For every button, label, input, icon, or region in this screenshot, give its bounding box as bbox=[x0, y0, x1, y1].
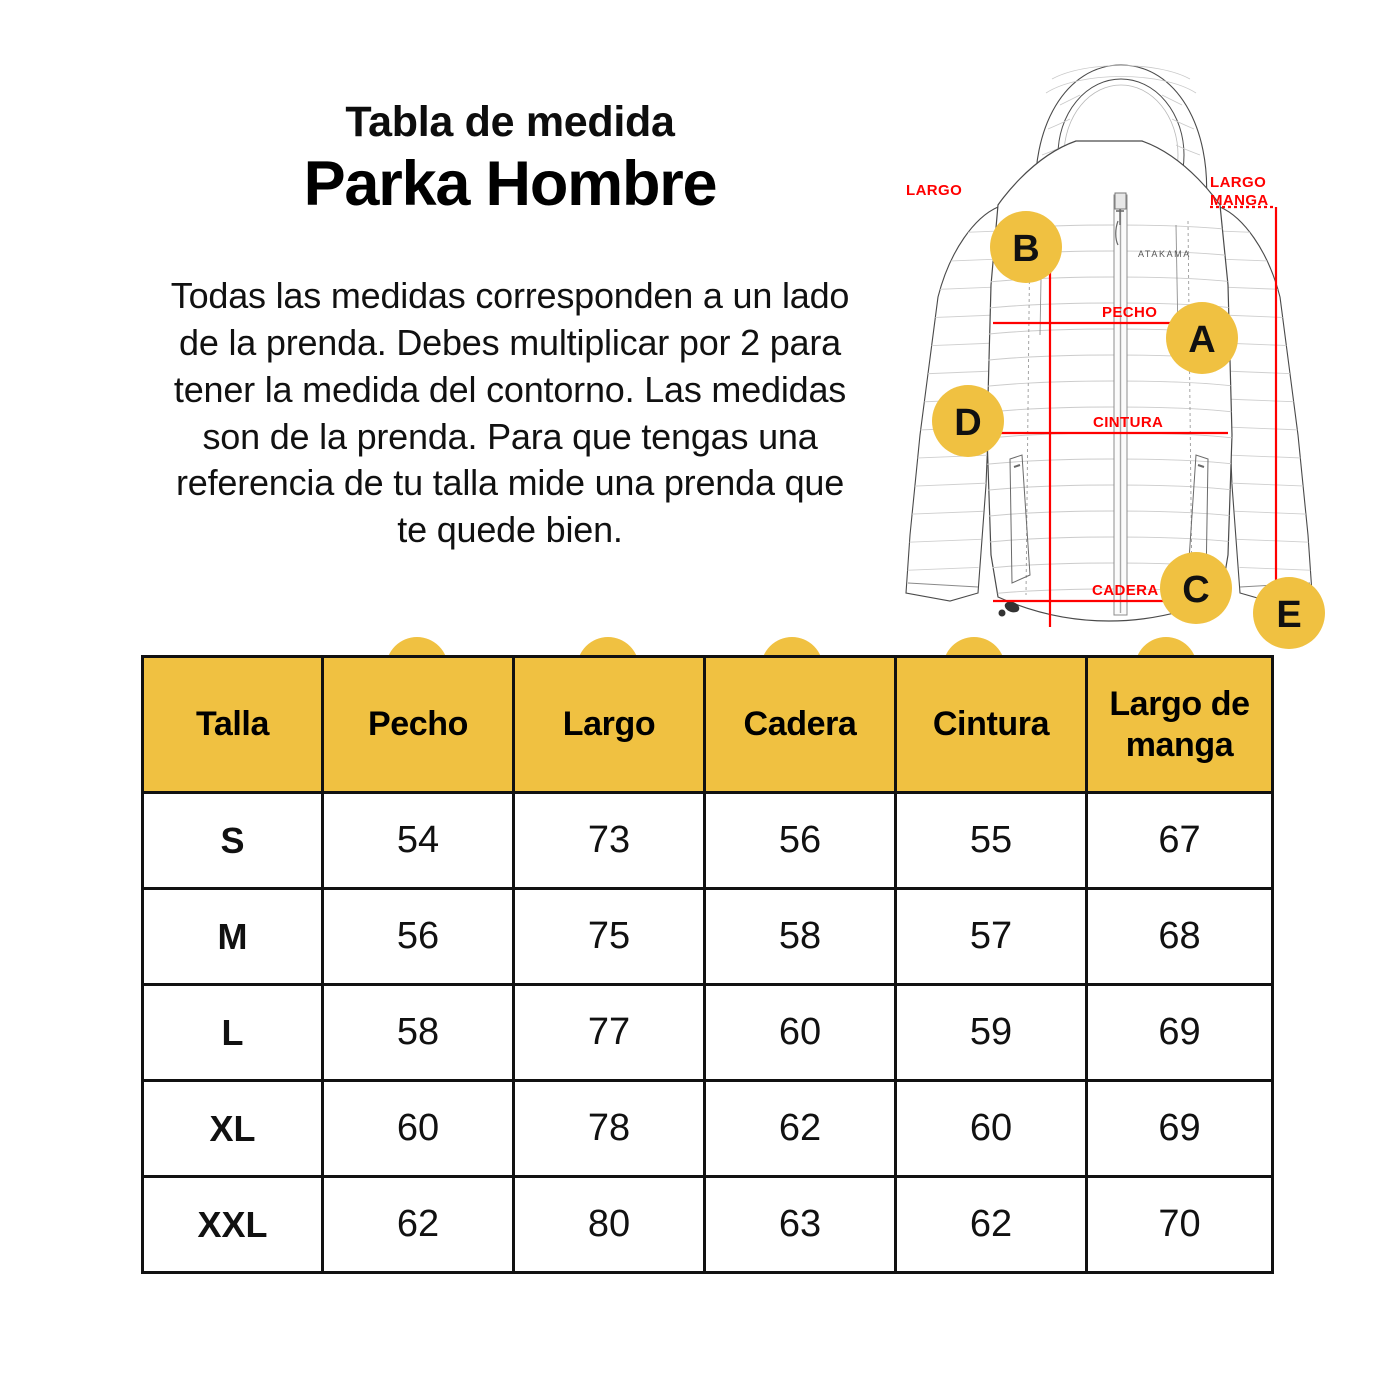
cell-cintura: 62 bbox=[896, 1177, 1087, 1273]
cell-pecho: 62 bbox=[323, 1177, 514, 1273]
size-table-section bbox=[141, 655, 1251, 1274]
cell-cadera: 58 bbox=[705, 889, 896, 985]
garment-badge-e bbox=[1253, 577, 1325, 649]
table-row bbox=[143, 1177, 1273, 1273]
cell-largo: 80 bbox=[514, 1177, 705, 1273]
cell-manga: 70 bbox=[1087, 1177, 1273, 1273]
cell-pecho: 58 bbox=[323, 985, 514, 1081]
cell-largo: 75 bbox=[514, 889, 705, 985]
page-title: Parka Hombre bbox=[303, 149, 717, 220]
table-header-row bbox=[143, 657, 1273, 793]
column-header-pecho: Pecho bbox=[323, 657, 514, 793]
label-largo: LARGO bbox=[906, 182, 963, 199]
garment-badge-b-letter: B bbox=[1012, 228, 1040, 270]
column-header-cadera: Cadera bbox=[705, 657, 896, 793]
chart-eyebrow: Tabla de medida bbox=[345, 98, 675, 146]
intro-text-column bbox=[135, 100, 885, 554]
center-zipper bbox=[1114, 193, 1127, 615]
table-row bbox=[143, 985, 1273, 1081]
label-pecho: PECHO bbox=[1102, 304, 1158, 321]
column-header-talla: Talla bbox=[143, 657, 323, 793]
measurement-note: Todas las medidas corresponden a un lado de la prenda. Debes multiplicar por 2 para tener la medida del contorno. Las medidas son de la prenda. Para que tengas una referencia de tu talla mide una prenda que te quede bien. bbox=[170, 275, 850, 551]
garment-badge-a-letter: A bbox=[1188, 319, 1216, 361]
cell-largo: 73 bbox=[514, 793, 705, 889]
cell-cintura: 55 bbox=[896, 793, 1087, 889]
column-header-largo: Largo bbox=[514, 657, 705, 793]
cell-cadera: 62 bbox=[705, 1081, 896, 1177]
cell-pecho: 54 bbox=[323, 793, 514, 889]
cell-pecho: 60 bbox=[323, 1081, 514, 1177]
garment-badge-d-letter: D bbox=[954, 402, 982, 444]
garment-badge-d bbox=[932, 385, 1004, 457]
garment-badge-a bbox=[1166, 302, 1238, 374]
cell-largo: 78 bbox=[514, 1081, 705, 1177]
cell-cadera: 63 bbox=[705, 1177, 896, 1273]
cell-cadera: 60 bbox=[705, 985, 896, 1081]
table-row bbox=[143, 793, 1273, 889]
label-cintura: CINTURA bbox=[1093, 414, 1164, 431]
cell-cintura: 59 bbox=[896, 985, 1087, 1081]
column-header-cintura: Cintura bbox=[896, 657, 1087, 793]
garment-badge-e-letter: E bbox=[1276, 594, 1302, 636]
cell-cintura: 57 bbox=[896, 889, 1087, 985]
table-row bbox=[143, 889, 1273, 985]
cell-cintura: 60 bbox=[896, 1081, 1087, 1177]
cell-manga: 69 bbox=[1087, 1081, 1273, 1177]
cell-largo: 77 bbox=[514, 985, 705, 1081]
brand-label: ATAKAMA bbox=[1138, 249, 1191, 259]
size-chart-table bbox=[141, 655, 1274, 1274]
garment-illustration bbox=[880, 35, 1360, 660]
column-header-manga: Largo de manga bbox=[1087, 657, 1273, 793]
cell-manga: 68 bbox=[1087, 889, 1273, 985]
label-largo-manga-line1: LARGO bbox=[1210, 174, 1267, 191]
cell-talla: XXL bbox=[143, 1177, 323, 1273]
cell-talla: M bbox=[143, 889, 323, 985]
cell-manga: 67 bbox=[1087, 793, 1273, 889]
cell-talla: S bbox=[143, 793, 323, 889]
cell-cadera: 56 bbox=[705, 793, 896, 889]
garment-badge-c-letter: C bbox=[1182, 569, 1210, 611]
cell-talla: L bbox=[143, 985, 323, 1081]
garment-badge-c bbox=[1160, 552, 1232, 624]
label-cadera: CADERA bbox=[1092, 582, 1159, 599]
table-row bbox=[143, 1081, 1273, 1177]
cell-talla: XL bbox=[143, 1081, 323, 1177]
garment-badge-b bbox=[990, 211, 1062, 283]
label-largo-manga-line2: MANGA bbox=[1210, 192, 1269, 209]
cell-pecho: 56 bbox=[323, 889, 514, 985]
cell-manga: 69 bbox=[1087, 985, 1273, 1081]
